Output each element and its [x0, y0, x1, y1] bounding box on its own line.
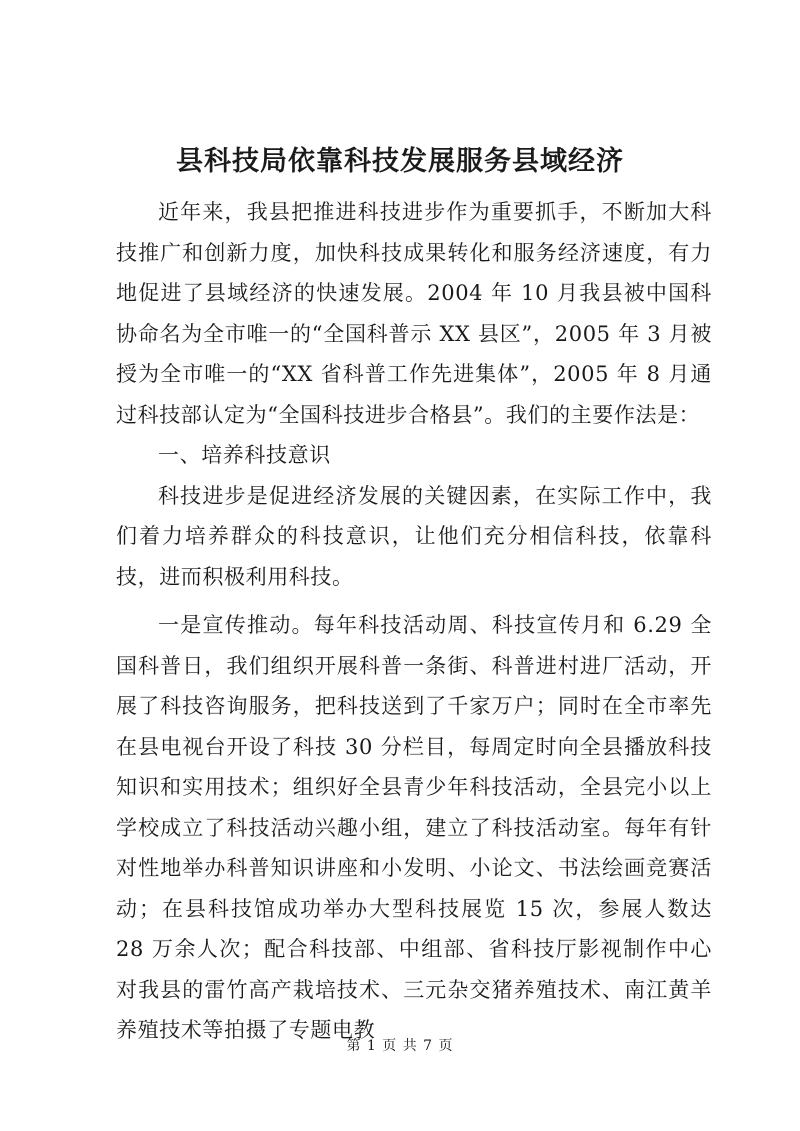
section-paragraph: 科技进步是促进经济发展的关键因素，在实际工作中，我们着力培养群众的科技意识，让他们充分相信科技，依靠科技，进而积极利用科技。 — [116, 483, 712, 589]
intro-paragraph: 近年来，我县把推进科技进步作为重要抓手，不断加大科技推广和创新力度，加快科技成果转化和服务经济速度，有力地促进了县域经济的快速发展。2004 年 10 月我县被中国科协命名为全市唯一的“全国科普示 XX 县区”，2005 年 3 月被授为全市唯一的“XX 省科普工作先进集体”，2005 年 8 月通过科技部认定为“全国科技进步合格县”。我们的主要作法是： — [116, 200, 712, 427]
page-number-footer: 第 1 页 共 7 页 — [346, 1038, 454, 1054]
document-body — [116, 192, 712, 1051]
section-heading: 一、培养科技意识 — [158, 443, 331, 467]
document-title: 县科技局依靠科技发展服务县域经济 — [176, 146, 624, 177]
detail-paragraph: 一是宣传推动。每年科技活动周、科技宣传月和 6.29 全国科普日，我们组织开展科普一条街、科普进村进厂活动，开展了科技咨询服务，把科技送到了千家万户；同时在全市率先在县电视台开设了科技 30 分栏目，每周定时向全县播放科技知识和实用技术；组织好全县青少年科技活动，全县完小以上学校成立了科技活动兴趣小组，建立了科技活动室。每年有针对性地举办科普知识讲座和小发明、小论文、书法绘画竞赛活动；在县科技馆成功举办大型科技展览 15 次，参展人数达 28 万余人次；配合科技部、中组部、省科技厅影视制作中心对我县的雷竹高产栽培技术、三元杂交猪养殖技术、南江黄羊养殖技术等拍摄了专题电教 — [116, 613, 712, 1042]
